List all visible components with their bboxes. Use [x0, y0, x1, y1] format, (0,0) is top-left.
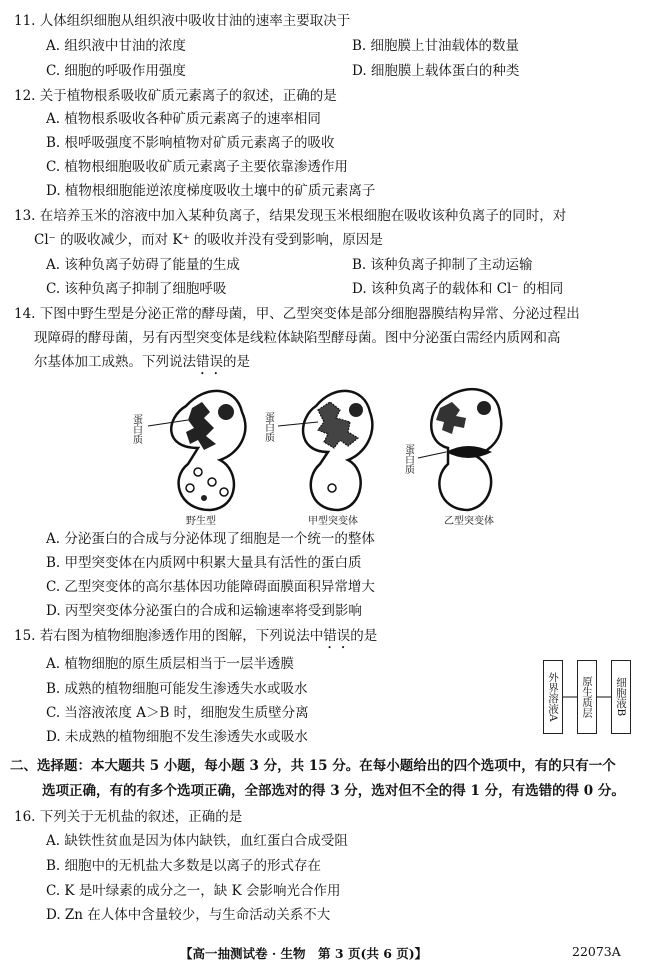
q15-option-d: D. 未成熟的植物细胞不发生渗透失水或吸水 [46, 729, 308, 745]
q15-stem: 15. 若右图为植物细胞渗透作用的图解，下列说法中错误的是 [14, 628, 378, 644]
q15-option-c: C. 当溶液浓度 A＞B 时，细胞发生质壁分离 [46, 705, 309, 721]
page-footer: 【高一抽测试卷 · 生物 第 3 页(共 6 页)】 [180, 946, 428, 961]
q12-option-d: D. 植物根细胞能逆浓度梯度吸收土壤中的矿质元素离子 [46, 183, 376, 199]
type-b-protein-label: 蛋白质 [402, 444, 414, 474]
q16-option-c: C. K 是叶绿素的成分之一，缺 K 会影响光合作用 [46, 883, 341, 899]
cell-sap-box: 细胞液B [611, 660, 631, 734]
wild-type-cell [148, 391, 245, 510]
q14-stem-line3: 尔基体加工成熟。下列说法错误的是 [34, 354, 250, 370]
q11-option-b: B. 细胞膜上甘油载体的数量 [352, 38, 520, 54]
type-a-protein-label: 蛋白质 [262, 412, 274, 442]
q14-option-a: A. 分泌蛋白的合成与分泌体现了细胞是一个统一的整体 [46, 531, 375, 547]
q12-option-b: B. 根呼吸强度不影响植物对矿质元素离子的吸收 [46, 135, 335, 151]
q14-option-c: C. 乙型突变体的高尔基体因功能障碍面膜面积异常增大 [46, 579, 375, 595]
q16-option-a: A. 缺铁性贫血是因为体内缺铁，血红蛋白合成受阻 [46, 833, 348, 849]
secretion-figure [128, 378, 518, 528]
protoplast-layer-box: 原生质层 [577, 660, 597, 734]
q16-stem: 16. 下列关于无机盐的叙述，正确的是 [14, 809, 243, 825]
q13-option-c: C. 该种负离子抑制了细胞呼吸 [46, 281, 227, 297]
q14-option-d: D. 丙型突变体分泌蛋白的合成和运输速率将受到影响 [46, 603, 362, 619]
q11-stem: 11. 人体组织细胞从组织液中吸收甘油的速率主要取决于 [14, 13, 351, 29]
wild-protein-label: 蛋白质 [130, 414, 142, 444]
outer-solution-box: 外界溶液A [543, 660, 563, 734]
wild-type-caption: 野生型 [186, 516, 216, 527]
q14-emphasis: 错误 [196, 354, 223, 370]
q14-option-b: B. 甲型突变体在内质网中积累大量具有活性的蛋白质 [46, 555, 362, 571]
type-b-mutant-cell [418, 389, 501, 510]
q15-option-a: A. 植物细胞的原生质层相当于一层半透膜 [46, 656, 294, 672]
exam-code: 22073A [572, 944, 621, 959]
q16-option-b: B. 细胞中的无机盐大多数是以离子的形式存在 [46, 858, 322, 874]
diagram-arrows [563, 690, 611, 704]
type-a-caption: 甲型突变体 [308, 516, 358, 527]
q11-option-a: A. 组织液中甘油的浓度 [46, 38, 186, 54]
q16-option-d: D. Zn 在人体中含量较少，与生命活动关系不大 [46, 907, 331, 923]
q15-option-b: B. 成熟的植物细胞可能发生渗透失水或吸水 [46, 681, 308, 697]
q13-option-a: A. 该种负离子妨碍了能量的生成 [46, 257, 240, 273]
q11-option-c: C. 细胞的呼吸作用强度 [46, 63, 186, 79]
q13-stem-line1: 13. 在培养玉米的溶液中加入某种负离子，结果发现玉米根细胞在吸收该种负离子的同时，对 [14, 208, 567, 224]
type-b-caption: 乙型突变体 [444, 516, 494, 527]
section2-heading-line2: 选项正确，有的有多个选项正确，全部选对的得 3 分，选对但不全的得 1 分，有选错的得 0 分。 [42, 783, 625, 799]
q12-stem: 12. 关于植物根系吸收矿质元素离子的叙述，正确的是 [14, 88, 337, 104]
q15-emphasis: 错误 [323, 628, 351, 644]
q11-option-d: D. 细胞膜上载体蛋白的种类 [352, 63, 520, 79]
q12-option-c: C. 植物根细胞吸收矿质元素离子主要依靠渗透作用 [46, 159, 348, 175]
section2-heading-line1: 二、选择题：本大题共 5 小题，每小题 3 分，共 15 分。在每小题给出的四个选项中，有的只有一个 [10, 758, 616, 774]
q12-option-a: A. 植物根系吸收各种矿质元素离子的速率相同 [46, 111, 321, 127]
type-a-mutant-cell [278, 391, 372, 510]
q14-stem-line1: 14. 下图中野生型是分泌正常的酵母菌，甲、乙型突变体是部分细胞器膜结构异常、分泌过程出 [14, 306, 580, 322]
q13-option-d: D. 该种负离子的载体和 Cl⁻ 的相同 [352, 281, 564, 297]
q14-stem-line2: 现障碍的酵母菌，另有丙型突变体是线粒体缺陷型酵母菌。图中分泌蛋白需经内质网和高 [34, 330, 561, 346]
q13-option-b: B. 该种负离子抑制了主动运输 [352, 257, 533, 273]
q13-stem-line2: Cl⁻ 的吸收减少，而对 K⁺ 的吸收并没有受到影响，原因是 [34, 232, 383, 248]
